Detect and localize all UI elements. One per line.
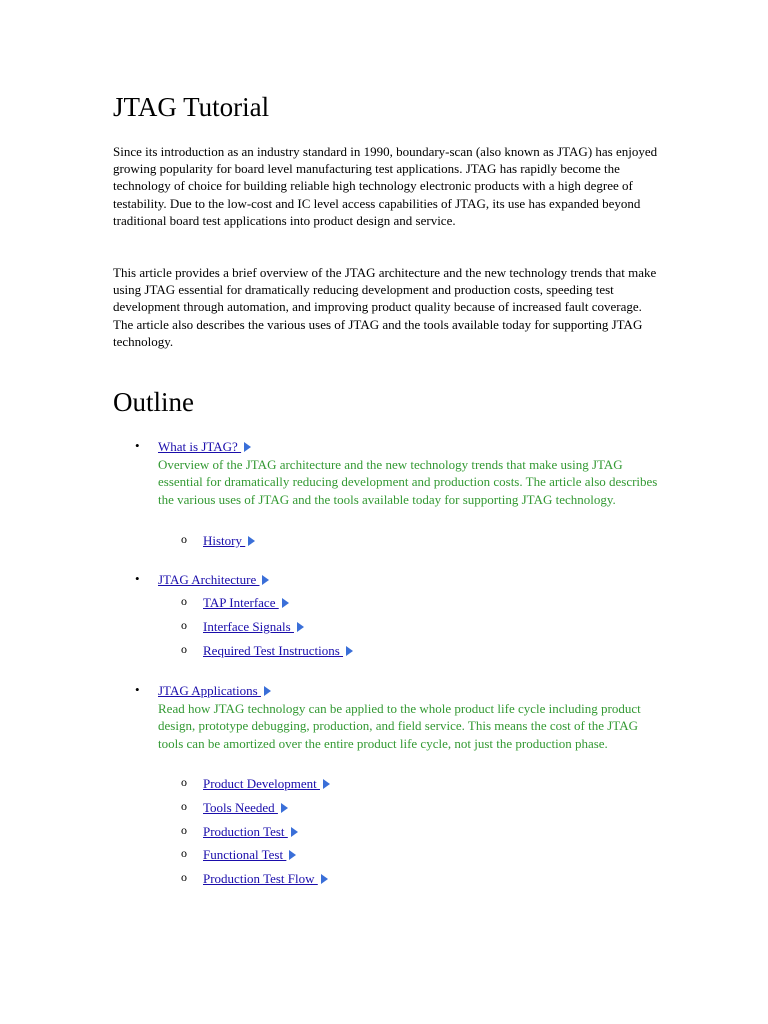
sub-bullet: o <box>181 642 187 656</box>
sub-bullet: o <box>181 618 187 632</box>
sub-bullet: o <box>181 532 187 546</box>
link-label: History <box>203 533 246 548</box>
link-label: What is JTAG? <box>158 439 242 454</box>
link-production-test-flow[interactable] <box>203 870 328 887</box>
link-interface-signals[interactable] <box>203 618 304 635</box>
sub-bullet: o <box>181 799 187 813</box>
item-description: Overview of the JTAG architecture and the new technology trends that make using JTAG essential for dramatically reducing development and production costs. The article also describes the various uses of JTAG and the tools available today for supporting JTAG technology. <box>158 457 658 507</box>
sub-bullet: o <box>181 775 187 789</box>
play-arrow-icon <box>346 646 353 656</box>
outline-heading: Outline <box>113 387 194 417</box>
link-label: TAP Interface <box>203 595 279 610</box>
link-label: Production Test Flow <box>203 871 318 886</box>
link-label: Product Development <box>203 776 320 791</box>
play-arrow-icon <box>289 850 296 860</box>
link-label: Interface Signals <box>203 619 294 634</box>
play-arrow-icon <box>244 442 251 452</box>
link-label: Production Test <box>203 824 288 839</box>
bullet: • <box>135 571 140 586</box>
sub-bullet: o <box>181 846 187 860</box>
sub-bullet: o <box>181 823 187 837</box>
link-product-development[interactable] <box>203 775 330 792</box>
play-arrow-icon <box>281 803 288 813</box>
link-tools-needed[interactable] <box>203 799 288 816</box>
play-arrow-icon <box>282 598 289 608</box>
play-arrow-icon <box>248 536 255 546</box>
link-required-test-instructions[interactable] <box>203 642 353 659</box>
page-title: JTAG Tutorial <box>113 92 270 122</box>
link-tap-interface[interactable] <box>203 594 289 611</box>
overview-paragraph: This article provides a brief overview of the JTAG architecture and the new technology trends that make using JTAG essential for dramatically reducing development and production costs, speeding test development through automation, and improving product quality because of increased fault coverage. The article also describes the various uses of JTAG and the tools available today for supporting JTAG technology. <box>113 265 657 349</box>
link-label: JTAG Applications <box>158 683 261 698</box>
link-label: Functional Test <box>203 847 287 862</box>
play-arrow-icon <box>321 874 328 884</box>
play-arrow-icon <box>323 779 330 789</box>
link-functional-test[interactable] <box>203 846 296 863</box>
link-production-test[interactable] <box>203 823 298 840</box>
link-jtag-applications[interactable] <box>158 682 271 699</box>
sub-bullet: o <box>181 594 187 608</box>
link-history[interactable] <box>203 532 255 549</box>
play-arrow-icon <box>297 622 304 632</box>
link-jtag-architecture[interactable] <box>158 571 269 588</box>
link-label: Required Test Instructions <box>203 643 344 658</box>
play-arrow-icon <box>262 575 269 585</box>
link-label: JTAG Architecture <box>158 572 260 587</box>
bullet: • <box>135 438 140 453</box>
play-arrow-icon <box>264 686 271 696</box>
item-description: Read how JTAG technology can be applied to the whole product life cycle including product design, prototype debugging, production, and field service. This means the cost of the JTAG tools can be amortized over the entire product life cycle, not just the production phase. <box>158 701 641 751</box>
link-label: Tools Needed <box>203 800 278 815</box>
sub-bullet: o <box>181 870 187 884</box>
bullet: • <box>135 682 140 697</box>
link-what-is-jtag[interactable] <box>158 438 251 455</box>
play-arrow-icon <box>291 827 298 837</box>
intro-paragraph: Since its introduction as an industry standard in 1990, boundary-scan (also known as JTAG) has enjoyed growing popularity for board level manufacturing test applications. JTAG has rapidly become the technology of choice for building reliable high technology electronic products with a high degree of testability. Due to the low-cost and IC level access capabilities of JTAG, its use has expanded beyond traditional board test applications into product design and service. <box>113 144 658 228</box>
